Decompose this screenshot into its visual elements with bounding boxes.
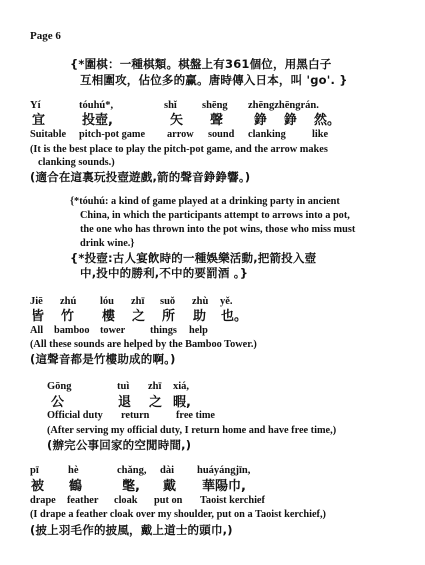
gloss-put-on: put on (154, 495, 183, 506)
char-shi: 矢 (170, 113, 184, 128)
note-touhu-zh-line-1: {*投壺:古人宴飲時的一種娛樂活動,把箭投入壺 (70, 251, 317, 265)
note-weiqi-line-2: 互相圍攻，佔位多的赢。唐時傳入日本，叫 'go'. } (80, 73, 348, 87)
gloss-feather: feather (67, 495, 99, 506)
pinyin-ye: yě. (220, 296, 233, 307)
gloss-clanking: clanking (248, 129, 286, 140)
pinyin-shi: shǐ (164, 100, 177, 111)
char-dai: 戴 (163, 479, 177, 494)
pinyin-tui: tuì (117, 381, 130, 392)
gloss-taoist-kerchief: Taoist kerchief (200, 495, 265, 506)
note-touhu-en-line-4: drink wine.} (80, 238, 135, 249)
translation-2: (All these sounds are helped by the Bamboo Tower.) (30, 339, 257, 350)
pinyin-he: hè (68, 465, 79, 476)
translation-1-line-2: clanking sounds.) (38, 157, 115, 168)
note-weiqi-line-1: {*圍棋：一種棋類。棋盤上有361個位，用黑白子 (70, 57, 332, 71)
char-yi: 宜 (32, 113, 46, 128)
pinyin-gong: Gōng (47, 381, 72, 392)
char-lou: 樓 (102, 309, 116, 324)
char-he: 鶴 (69, 479, 83, 494)
gloss-pitch-pot-game: pitch-pot game (79, 129, 146, 140)
pinyin-xia: xiá, (173, 381, 190, 392)
gloss-tower: tower (100, 325, 126, 336)
note-touhu-en-line-2: China, in which the participants attempt to arrows into a pot, (80, 210, 350, 221)
char-ye: 也。 (221, 309, 248, 324)
pinyin-zhu-2: zhù (192, 296, 209, 307)
pinyin-zhi-2: zhī (148, 381, 162, 392)
modern-4: (披上羽毛作的披風，戴上道士的頭巾,) (30, 523, 233, 537)
char-xia: 暇, (173, 395, 191, 410)
pinyin-touhu: tóuhú*, (79, 100, 114, 111)
char-ran: 然。 (314, 113, 341, 128)
pinyin-zhu: zhú (60, 296, 77, 307)
gloss-sound: sound (208, 129, 235, 140)
gloss-bamboo: bamboo (54, 325, 90, 336)
char-jie: 皆 (31, 309, 45, 324)
pinyin-zhi: zhī (131, 296, 145, 307)
pinyin-dai: dài (160, 465, 175, 476)
gloss-suitable: Suitable (30, 129, 67, 140)
char-huayangjin: 華陽巾, (202, 479, 246, 494)
gloss-cloak: cloak (114, 495, 138, 506)
char-touhu: 投壺, (82, 113, 113, 128)
note-touhu-zh-line-2: 中,投中的勝利,不中的要罰酒 。} (80, 266, 249, 280)
translation-3: (After serving my official duty, I return home and have free time,) (47, 425, 337, 436)
char-zhu-2: 助 (193, 309, 207, 324)
char-zhi-2: 之 (149, 395, 163, 410)
translation-1-line-1: (It is the best place to play the pitch-pot game, and the arrow makes (30, 144, 328, 155)
modern-2: (這聲音都是竹樓助成的啊。) (30, 352, 176, 366)
gloss-help: help (189, 325, 208, 336)
modern-1: (適合在這裏玩投壺遊戲,箭的聲音錚錚響。) (30, 170, 251, 184)
gloss-all: All (30, 325, 44, 336)
char-chang: 氅, (122, 479, 140, 494)
pinyin-yi: Yí (30, 100, 41, 111)
gloss-free-time: free time (176, 410, 215, 421)
gloss-like: like (312, 129, 329, 140)
char-suo: 所 (162, 309, 176, 324)
char-zheng-2: 錚 (284, 113, 298, 128)
pinyin-pi: pī (30, 465, 39, 476)
translation-4: (I drape a feather cloak over my shoulder, put on a Taoist kerchief,) (30, 509, 326, 520)
gloss-drape: drape (30, 495, 56, 506)
char-sheng: 聲 (210, 113, 224, 128)
pinyin-zhengzhengran: zhēngzhēngrán. (248, 100, 319, 111)
char-tui: 退 (118, 395, 132, 410)
page-label: Page 6 (30, 30, 61, 42)
note-touhu-en-line-1: {*tóuhú: a kind of game played at a drinking party in ancient (70, 196, 340, 207)
char-zheng-1: 錚 (254, 113, 268, 128)
gloss-return: return (121, 410, 150, 421)
gloss-arrow: arrow (167, 129, 194, 140)
modern-3: (辦完公事回家的空閒時間,) (47, 438, 192, 452)
pinyin-suo: suǒ (160, 296, 176, 307)
pinyin-chang: chǎng, (117, 465, 147, 476)
pinyin-huayangjin: huáyángjīn, (197, 465, 251, 476)
char-pi: 被 (31, 479, 45, 494)
char-gong: 公 (51, 395, 65, 410)
gloss-things: things (150, 325, 177, 336)
note-touhu-en-line-3: the one who has thrown into the pot wins, those who miss must (80, 224, 356, 235)
pinyin-lou: lóu (100, 296, 115, 307)
pinyin-jie: Jiē (30, 296, 43, 307)
pinyin-sheng: shēng (202, 100, 228, 111)
gloss-official-duty: Official duty (47, 410, 103, 421)
char-zhi: 之 (132, 309, 146, 324)
char-zhu: 竹 (61, 309, 75, 324)
